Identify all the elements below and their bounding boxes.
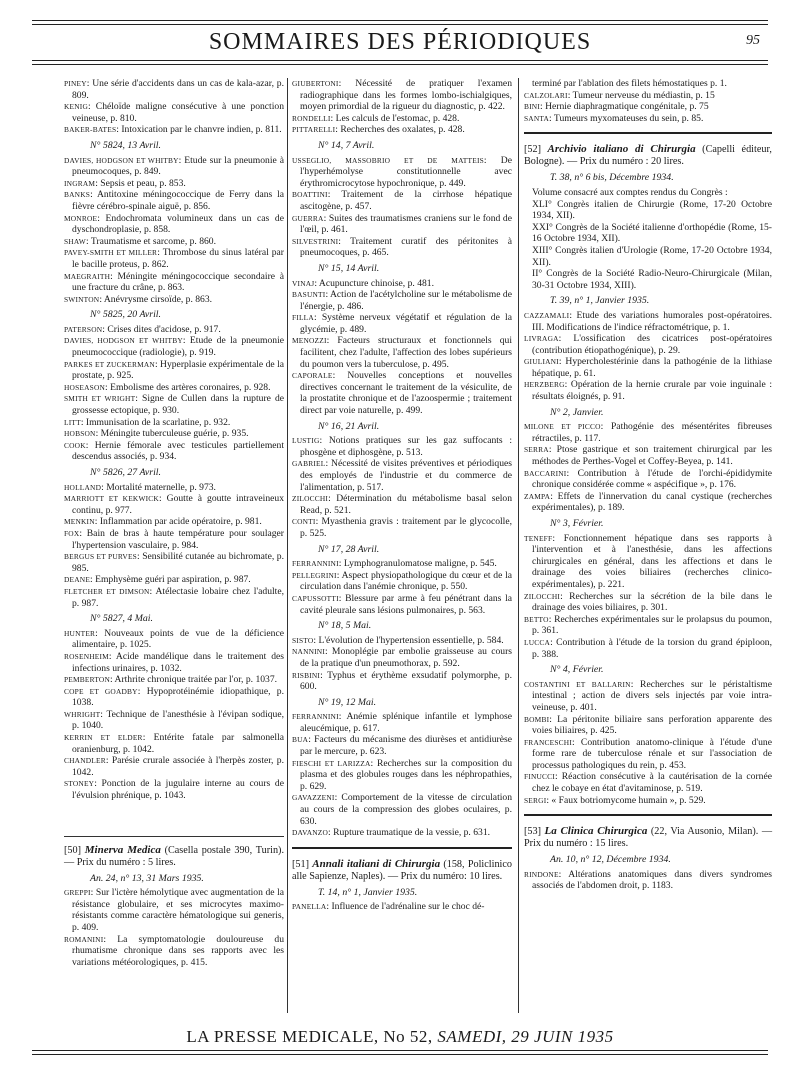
footer-journal: LA PRESSE MEDICALE, N	[186, 1027, 397, 1046]
list-item: INGRAM: Sepsis et peau, p. 853.	[64, 177, 186, 189]
column-divider	[287, 78, 288, 1013]
list-item: COPE ET GOADBY: Hypoprotéinémie idiopathique, p. 1038.	[64, 685, 284, 709]
list-item: BACCARINI: Contribution à l'étude de l'orchi-épididymite chronique considérée comme « aspécifique », p. 176.	[524, 467, 772, 491]
list-item: RONDELLI: Les calculs de l'estomac, p. 428.	[292, 112, 460, 124]
issue-heading: An. 24, n° 13, 31 Mars 1935.	[90, 872, 204, 884]
list-item: PITTARELLI: Recherches des oxalates, p. 428.	[292, 124, 465, 136]
list-item: HUNTER: Nouveaux points de vue de la déficience alimentaire, p. 1025.	[64, 627, 284, 651]
paragraph: Volume consacré aux comptes rendus du Congrès :	[532, 186, 728, 198]
list-item: DAVIES, HODGSON ET WHITBY: Etude sur la pneumonie à pneumocoques, p. 849.	[64, 154, 284, 178]
list-item: BUA: Facteurs du mécanisme des diurèses et antidiurèse par le mercure, p. 623.	[292, 734, 512, 758]
section-divider	[292, 847, 512, 849]
continued-text: terminé par l'ablation des filets hémostatiques p. 1.	[532, 78, 727, 89]
issue-heading: T. 14, n° 1, Janvier 1935.	[318, 886, 418, 898]
issue-heading: N° 4, Février.	[550, 664, 604, 676]
list-item: CAZZAMALI: Etude des variations humorales post-opératoires. III. Modifications de l'indice réfractométrique, p. 1.	[524, 309, 772, 333]
list-item: PEMBERTON: Arthrite chronique traitée par l'or, p. 1037.	[64, 674, 278, 686]
list-item: VINAJ: Acupuncture chinoise, p. 481.	[292, 277, 434, 289]
journal-heading: [51] Annali italiani di Chirurgia (158, Policlinico alle Sapienze, Naples). — Prix du numéro: 10 lires.	[292, 857, 512, 882]
list-item: FRANCESCHI: Contribution anatomo-clinique à l'étude d'une forme rare de tuberculose rénale et sur l'association de processus pathologiques du rein, p. 453.	[524, 736, 772, 771]
list-item: MARRIOTT ET KEKWICK: Goutte à goutte intraveineux continu, p. 977.	[64, 493, 285, 516]
list-item: ROMANINI: La symptomatologie douloureuse du rhumatisme chronique dans ses rapports avec les variations météorologiques, p. 415.	[64, 933, 284, 968]
page-footer	[0, 1027, 800, 1047]
list-item: PAVEY-SMITH ET MILLER: Thrombose du sinus latéral par le bacille proteus, p. 862.	[64, 247, 285, 270]
list-item: FILLA: Système nerveux végétatif et régulation de la glycémie, p. 489.	[292, 312, 512, 335]
list-item: FERRANNINI: Lymphogranulomatose maligne, p. 545.	[292, 558, 497, 570]
list-item: GUERRA: Suites des traumatismes craniens sur le fond de l'œil, p. 461.	[292, 212, 512, 236]
list-item: CHANDLER: Parésie crurale associée à l'herpès zoster, p. 1042.	[64, 755, 284, 778]
issue-heading: N° 14, 7 Avril.	[318, 139, 375, 151]
issue-heading: N° 16, 21 Avril.	[318, 420, 380, 432]
list-item: RISBINI: Typhus et érythème exsudatif polymorphe, p. 600.	[292, 669, 512, 693]
list-item: ZILOCCHI: Recherches sur la sécrétion de la bile dans le drainage des voies biliaires, p. 301.	[524, 590, 772, 614]
page-title: SOMMAIRES DES PÉRIODIQUES	[208, 29, 592, 55]
list-item: BASUNTI: Action de l'acétylcholine sur le métabolisme de l'énergie, p. 486.	[292, 289, 512, 312]
header-rule	[32, 20, 768, 21]
list-item: KENIG: Chéloïde maligne consécutive à une ponction veineuse, p. 810.	[64, 101, 284, 124]
issue-heading: T. 38, n° 6 bis, Décembre 1934.	[550, 172, 674, 184]
page-number: 95	[746, 33, 760, 48]
list-item: WHRIGHT: Technique de l'anesthésie à l'évipan sodique, p. 1040.	[64, 708, 284, 732]
list-item: FIESCHI ET LARIZZA: Recherches sur la composition du plasma et des globules rouges dans les néphropathies, p. 629.	[292, 757, 513, 792]
list-item: MILONE ET PICCO: Pathogénie des mésentérites fibreuses rétractiles, p. 117.	[524, 421, 772, 444]
list-item: GIUBERTONI: Nécessité de pratiquer l'examen radiographique dans les formes lombo-ischialgiques, moyen primordial de la rigueur du diagnostic, p. 422.	[292, 78, 512, 113]
issue-heading: N° 5825, 20 Avril.	[90, 309, 161, 321]
list-item: SERGI: « Faux botriomycome humain », p. 529.	[524, 794, 706, 806]
footer-rule	[32, 1054, 768, 1055]
section-divider	[524, 132, 772, 134]
header-rule	[32, 24, 768, 25]
header-rule	[32, 64, 768, 65]
list-item: BANKS: Antitoxine méningococcique de Ferry dans la fièvre cérébro-spinale aiguë, p. 856.	[64, 189, 284, 212]
issue-heading: N° 18, 5 Mai.	[318, 620, 372, 632]
list-item: CAPORALE: Nouvelles conceptions et nouvelles directives concernant le traitement de la vésiculite, de la prostatite chronique et de l'azoospermie ; traitement direct par voie naturelle, p. 499.	[292, 370, 512, 417]
list-item: GABRIEL: Nécessité de visites préventives et périodiques des employés de l'industrie et du commerce de l'alimentation, p. 517.	[292, 458, 512, 493]
column-1	[64, 78, 284, 968]
paragraph: XXI° Congrès de la Société italienne d'orthopédie (Rome, 15-16 Octobre 1934, XII).	[532, 221, 772, 245]
list-item: HOSEASON: Embolisme des artères coronaires, p. 928.	[64, 381, 271, 393]
issue-heading: T. 39, n° 1, Janvier 1935.	[550, 295, 650, 307]
list-item: BETTO: Recherches expérimentales sur le prolapsus du poumon, p. 361.	[524, 613, 772, 637]
list-item: MENOZZI: Facteurs structuraux et fonctionnels qui facilitent, chez l'adulte, l'affection des lobes supérieurs du poumon vers la tuberculose, p. 495.	[292, 335, 512, 370]
journal-heading: [53] La Clinica Chirurgica (22, Via Ausonio, Milan). — Prix du numéro : 15 lires.	[524, 825, 773, 850]
paragraph: XLI° Congrès italien de Chirurgie (Rome, 17-20 Octobre 1934, XII).	[532, 198, 772, 222]
journal-heading: [52] Archivio italiano di Chirurgia (Capelli éditeur, Bologne). — Prix du numéro : 20 lires.	[524, 143, 772, 168]
list-item: SILVESTRINI: Traitement curatif des péritonites à pneumocoques, p. 465.	[292, 235, 512, 259]
issue-heading: N° 5826, 27 Avril.	[90, 467, 161, 478]
list-item: LUSTIG: Notions pratiques sur les gaz suffocants : phosgène et diphosgène, p. 513.	[292, 435, 512, 458]
list-item: FERRANNINI: Anémie splénique infantile et lymphose aleucémique, p. 617.	[292, 711, 512, 734]
list-item: BERGUS ET PURVES: Sensibilité cutanée au bichromate, p. 985.	[64, 551, 284, 574]
journal-heading: [50] Minerva Medica (Casella postale 390, Turin). — Prix du numéro : 5 lires.	[64, 843, 284, 868]
list-item: FLETCHER ET DIMSON: Atélectasie lobaire chez l'adulte, p. 987.	[64, 585, 284, 609]
list-item: SISTO: L'évolution de l'hypertension essentielle, p. 584.	[292, 634, 504, 646]
issue-heading: N° 5827, 4 Mai.	[90, 613, 153, 625]
list-item: USSEGLIO, MASSOBRIO ET DE MATTEIS: De l'hyperhémolyse constitutionnelle avec érythromicrocytose hypochronique, p. 449.	[292, 154, 512, 189]
list-item: KERRIN ET ELDER: Entérite fatale par salmonella oranienburg, p. 1042.	[64, 732, 284, 755]
list-item: COSTANTINI ET BALLARIN: Recherches sur le péristaltisme intestinal ; action de divers sels injectés par voie intra-veineuse, p. 401.	[524, 678, 772, 713]
issue-heading: N° 19, 12 Mai.	[318, 696, 377, 708]
list-item: BOMBI: La péritonite biliaire sans perforation apparente des voies biliaires, p. 425.	[524, 713, 772, 737]
list-item: HOBSON: Méningite tuberculeuse guérie, p. 935.	[64, 428, 249, 440]
list-item: HOLLAND: Mortalité maternelle, p. 973.	[64, 481, 216, 493]
list-item: PELLEGRINI: Aspect physiopathologique du cœur et de la circulation dans l'anémie chronique, p. 550.	[292, 569, 512, 593]
list-item: MONROE: Endochromata volumineux dans un cas de dyschondroplasie, p. 858.	[64, 212, 284, 236]
list-item: LIVRAGA: L'ossification des cicatrices post-opératoires (contribution étiopathogénique), p. 29.	[524, 333, 772, 356]
list-item: GAVAZZENI: Comportement de la vitesse de circulation au cours de la compression des globes oculaires, p. 630.	[292, 792, 512, 827]
list-item: BINI: Hernie diaphragmatique congénitale, p. 75	[524, 101, 709, 113]
list-item: SWINTON: Anévrysme cirsoïde, p. 863.	[64, 293, 213, 305]
list-item: GIULIANI: Hypercholestérinie dans la pathogénie de la lithiase hépatique, p. 61.	[524, 356, 772, 379]
list-item: SMITH ET WRIGHT: Signe de Cullen dans la rupture de grossesse ectopique, p. 930.	[64, 393, 284, 417]
list-item: CAPUSSOTTI: Blessure par arme à feu pénétrant dans la cavité pleurale sans lésions pulmonaires, p. 563.	[292, 592, 512, 616]
column-divider	[518, 78, 519, 1013]
list-item: TENEFF: Fonctionnement hépatique dans ses rapports à l'intervention et à l'anesthésie, dans les affections chirurgicales en général, dans les affections et dans le drainage des voies biliaires (recherches clinico-expérimentales), p. 221.	[524, 532, 772, 590]
list-item: LUCCA: Contribution à l'étude de la torsion du grand épiploon, p. 388.	[524, 636, 772, 660]
issue-heading: N° 17, 28 Avril.	[318, 543, 380, 555]
list-item: HERZBERG: Opération de la hernie crurale par voie inguinale : résultats éloignés, p. 91.	[524, 379, 772, 403]
list-item: ROSENHEIM: Acide mandélique dans le traitement des infections urinaires, p. 1032.	[64, 650, 284, 674]
paragraph: II° Congrès de la Société Radio-Neuro-Chirurgicale (Milan, 30-31 Octobre 1934, XIII).	[532, 268, 772, 291]
list-item: FINUCCI: Réaction consécutive à la cautérisation de la cornée chez le cobaye en état d'avitaminose, p. 519.	[524, 771, 772, 795]
list-item: CONTI: Myasthenia gravis : traitement par le glycocolle, p. 525.	[292, 516, 512, 539]
section-divider	[64, 836, 284, 837]
list-item: COOK: Hernie fémorale avec testicules partiellement descendus associés, p. 934.	[64, 439, 284, 463]
footer-issue: o 52,	[396, 1027, 438, 1046]
list-item: PINEY: Une série d'accidents dans un cas de kala-azar, p. 809.	[64, 78, 284, 101]
paragraph: XIII° Congrès italien d'Urologie (Rome, 17-20 Octobre 1934, XII).	[532, 244, 772, 268]
footer-rule	[32, 1050, 768, 1051]
list-item: BOATTINI: Traitement de la cirrhose hépatique ascitogène, p. 457.	[292, 189, 512, 212]
list-item: DEANE: Emphysème guéri par aspiration, p. 987.	[64, 574, 251, 586]
column-2	[292, 78, 512, 913]
issue-heading: N° 3, Février.	[550, 518, 604, 529]
list-item: MAEGRAITH: Méningite méningococcique secondaire à une fracture du crâne, p. 863.	[64, 270, 284, 294]
list-item: NANNINI: Monoplégie par embolie graisseuse au cours de la pratique d'un pneumothorax, p. 592.	[292, 646, 512, 669]
list-item: SERRA: Ptose gastrique et son traitement chirurgical par les méthodes de Perthes-Vogel et Coffey-Beyea, p. 141.	[524, 444, 772, 468]
list-item: MENKIN: Inflammation par acide opératoire, p. 981.	[64, 516, 262, 528]
issue-heading: N° 5824, 13 Avril.	[90, 139, 161, 151]
list-item: ZAMPA: Effets de l'innervation du canal cystique (recherches expérimentales), p. 189.	[524, 490, 772, 514]
list-item: PANELLA: Influence de l'adrénaline sur le choc dé-	[292, 901, 485, 913]
list-item: DAVIES, HODGSON ET WHITBY: Etude de la pneumonie pneumococcique (radiologie), p. 919.	[64, 335, 284, 359]
list-item: DAVANZO: Rupture traumatique de la vessie, p. 631.	[292, 827, 491, 839]
issue-heading: N° 2, Janvier.	[550, 406, 604, 418]
header-rule	[32, 60, 768, 61]
list-item: FOX: Bain de bras à haute température pour soulager l'hypertension vasculaire, p. 984.	[64, 527, 284, 551]
issue-heading: An. 10, n° 12, Décembre 1934.	[550, 854, 671, 866]
list-item: PARKES ET ZUCKERMAN: Hyperplasie expérimentale de la prostate, p. 925.	[64, 358, 284, 382]
list-item: BAKER-BATES: Intoxication par le chanvre indien, p. 811.	[64, 124, 282, 136]
list-item: PATERSON: Crises dites d'acidose, p. 917.	[64, 323, 221, 335]
column-3	[524, 78, 772, 892]
list-item: SANTA: Tumeurs myxomateuses du sein, p. 85.	[524, 112, 704, 124]
list-item: STONEY: Ponction de la jugulaire interne au cours de l'évulsion phrénique, p. 1043.	[64, 778, 284, 802]
list-item: SHAW: Traumatisme et sarcome, p. 860.	[64, 235, 216, 247]
list-item: RINDONE: Altérations anatomiques dans divers syndromes associés de l'abdomen droit, p. 1183.	[524, 868, 772, 892]
list-item: ZILOCCHI: Détermination du métabolisme basal selon Read, p. 521.	[292, 493, 512, 516]
list-item: LITT: Immunisation de la scarlatine, p. 932.	[64, 416, 231, 428]
list-item: GREPPI: Sur l'ictère hémolytique avec augmentation de la résistance globulaire, et ses microcytes maximo-résistants comme caractère hématologique sui generis, p. 409.	[64, 887, 284, 933]
section-divider	[524, 814, 772, 816]
issue-heading: N° 15, 14 Avril.	[318, 262, 380, 274]
list-item: CALZOLARI: Tumeur nerveuse du médiastin, p. 15	[524, 89, 715, 101]
footer-date: SAMEDI, 29 JUIN 1935	[437, 1027, 614, 1046]
